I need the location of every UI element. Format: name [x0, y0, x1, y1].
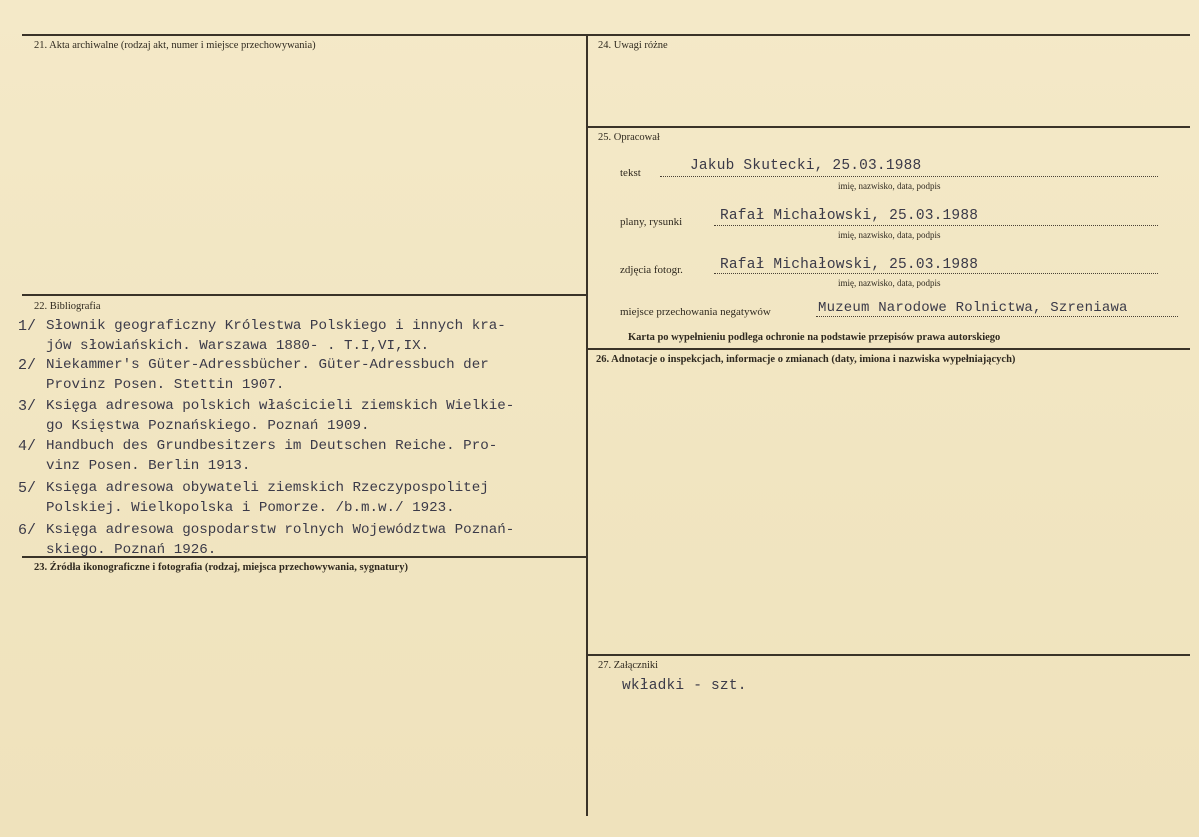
bibliography-entry-number: 5/ [18, 480, 37, 497]
bibliography-entry-line: Handbuch des Grundbesitzers im Deutschen Reiche. Pro- [46, 438, 498, 454]
bibliography-entry-line: jów słowiańskich. Warszawa 1880- . T.I,VI,IX. [46, 338, 430, 354]
section-27-label: 27. Załączniki [598, 660, 659, 671]
bibliography-entry-line: vinz Posen. Berlin 1913. [46, 458, 251, 474]
negatywy-dotted-line [816, 316, 1178, 317]
bibliography-entry-line: Polskiej. Wielkopolska i Pomorze. /b.m.w./ 1923. [46, 500, 455, 516]
zalaczniki-value: wkładki - szt. [622, 678, 747, 694]
negatywy-label: miejsce przechowania negatywów [620, 306, 771, 318]
section-25-label: 25. Opracował [598, 132, 660, 143]
zdjecia-label: zdjęcia fotogr. [620, 264, 683, 276]
zdjecia-value: Rafał Michałowski, 25.03.1988 [720, 257, 979, 273]
rule-25-top [588, 126, 1190, 128]
bibliography-entry-number: 3/ [18, 398, 37, 415]
bibliography-entry-line: go Księstwa Poznańskiego. Poznań 1909. [46, 418, 370, 434]
section-23-label: 23. Źródła ikonograficzne i fotografia (rodzaj, miejsca przechowywania, sygnatury) [34, 562, 408, 573]
zdjecia-dotted-line [714, 273, 1158, 274]
rule-26-top [588, 348, 1190, 350]
center-divider [586, 34, 588, 816]
section-22-label: 22. Bibliografia [34, 301, 101, 312]
rule-22-top [22, 294, 588, 296]
plany-label: plany, rysunki [620, 216, 683, 228]
bibliography-entry-number: 4/ [18, 438, 37, 455]
bibliography-entry-line: Słownik geograficzny Królestwa Polskiego i innych kra- [46, 318, 506, 334]
zdjecia-caption: imię, nazwisko, data, podpis [838, 278, 941, 288]
bibliography-entry-number: 6/ [18, 522, 37, 539]
bibliography-entry-line: Księga adresowa polskich właścicieli ziemskich Wielkie- [46, 398, 515, 414]
plany-caption: imię, nazwisko, data, podpis [838, 230, 941, 240]
bibliography-entry-line: skiego. Poznań 1926. [46, 542, 217, 558]
bibliography-entry-number: 1/ [18, 318, 37, 335]
plany-dotted-line [714, 225, 1158, 226]
section-26-label: 26. Adnotacje o inspekcjach, informacje o zmianach (daty, imiona i nazwiska wypełniających) [596, 354, 1016, 365]
bibliography-entry-line: Provinz Posen. Stettin 1907. [46, 377, 285, 393]
tekst-dotted-line [660, 176, 1158, 177]
tekst-caption: imię, nazwisko, data, podpis [838, 181, 941, 191]
section-21-label: 21. Akta archiwalne (rodzaj akt, numer i miejsce przechowywania) [34, 40, 316, 51]
bibliography-entry-line: Księga adresowa gospodarstw rolnych Województwa Poznań- [46, 522, 515, 538]
bibliography-entry-line: Księga adresowa obywateli ziemskich Rzeczypospolitej [46, 480, 489, 496]
section-24-label: 24. Uwagi różne [598, 40, 668, 51]
rule-27-top [588, 654, 1190, 656]
copyright-note: Karta po wypełnieniu podlega ochronie na podstawie przepisów prawa autorskiego [628, 332, 1001, 343]
tekst-label: tekst [620, 167, 641, 179]
bibliography-entry-line: Niekammer's Güter-Adressbücher. Güter-Adressbuch der [46, 357, 489, 373]
tekst-value: Jakub Skutecki, 25.03.1988 [690, 158, 922, 174]
negatywy-value: Muzeum Narodowe Rolnictwa, Szreniawa [818, 300, 1128, 316]
plany-value: Rafał Michałowski, 25.03.1988 [720, 208, 979, 224]
top-rule [22, 34, 1190, 36]
bibliography-entry-number: 2/ [18, 357, 37, 374]
